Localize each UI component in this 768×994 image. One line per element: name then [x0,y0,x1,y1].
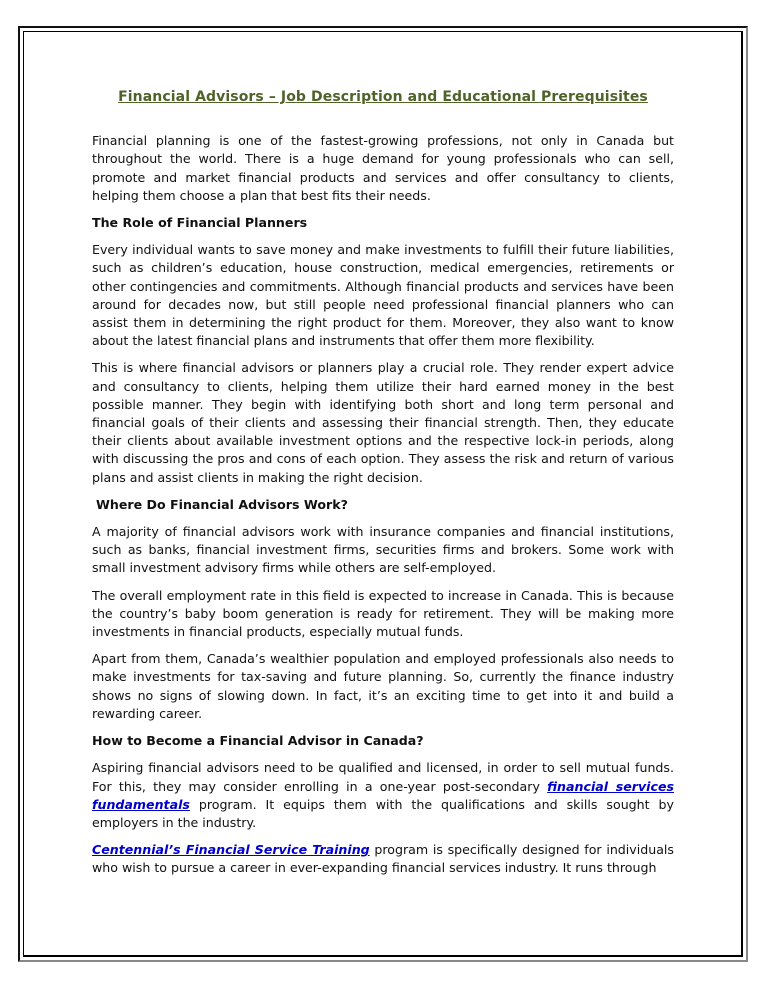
paragraph: Every individual wants to save money and make investments to fulfill their future liabilities, such as children’s education, house construction, medical emergencies, retirements or other contingencies and commitments. Although financial products and services have been around for decades now, but still people need professional financial planners who can assist them in determining the right product for them. Moreover, they also want to know about the latest financial plans and instruments that offer them more flexibility. [92,242,674,349]
section-heading-where: Where Do Financial Advisors Work? [96,496,348,512]
document-title: Financial Advisors – Job Description and Educational Prerequisites [118,89,648,105]
paragraph-text: program. It equips them with the qualifications and skills sought by employers in the industry. [92,796,674,830]
paragraph: A majority of financial advisors work with insurance companies and financial institutions, such as banks, financial investment firms, securities firms and brokers. Some work with small investment advisory firms while others are self-employed. [92,524,674,576]
paragraph [92,759,674,832]
intro-paragraph: Financial planning is one of the fastest-growing professions, not only in Canada but throughout the world. There is a huge demand for young professionals who can sell, promote and market financial products and services and offer consultancy to clients, helping them choose a plan that best fits their needs. [92,133,674,203]
paragraph-text: program is specifically designed for individuals who wish to pursue a career in ever-expanding financial services industry. It runs through [92,842,674,876]
section-heading-role: The Role of Financial Planners [92,215,308,231]
section-heading-how: How to Become a Financial Advisor in Canada? [92,733,424,749]
paragraph-text: Aspiring financial advisors need to be qualified and licensed, in order to sell mutual funds. For this, they may consider enrolling in a one-year post-secondary [92,760,674,794]
financial-services-fundamentals-link[interactable]: financial services fundamentals [92,778,674,812]
document-body [92,88,674,887]
paragraph: This is where financial advisors or planners play a crucial role. They render expert advice and consultancy to clients, helping them utilize their hard earned money in the best possible manner. They begin with identifying both short and long term personal and financial goals of their clients and assessing their financial strength. Then, they educate their clients about available investment options and the respective lock-in periods, along with discussing the pros and cons of each option. They assess the risk and return of various plans and assist clients in making the right decision. [92,360,674,485]
paragraph: Apart from them, Canada’s wealthier population and employed professionals also needs to make investments for tax-saving and future planning. So, currently the finance industry shows no signs of slowing down. In fact, it’s an exciting time to get into it and build a rewarding career. [92,651,674,721]
centennial-financial-service-training-link[interactable]: Centennial’s Financial Service Training [92,842,370,858]
paragraph [92,841,674,877]
paragraph: The overall employment rate in this field is expected to increase in Canada. This is because the country’s baby boom generation is ready for retirement. They will be making more investments in financial products, especially mutual funds. [92,587,674,640]
